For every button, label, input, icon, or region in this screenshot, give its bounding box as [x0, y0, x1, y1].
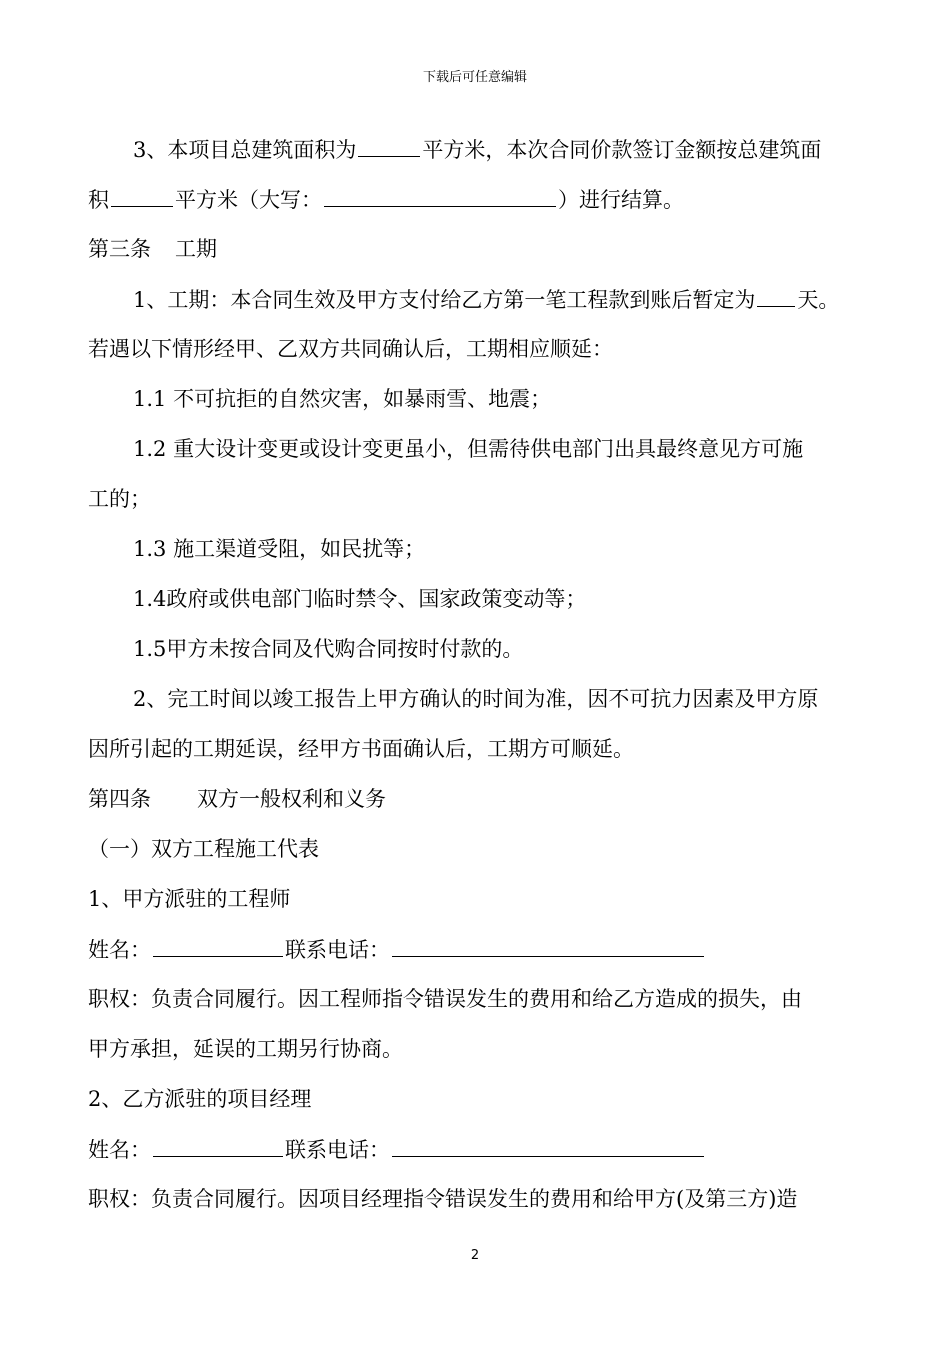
sub-item-1-1: 1.1 不可抗拒的自然灾害，如暴雨雪、地震； — [133, 387, 552, 411]
party-b-title: 2、乙方派驻的项目经理 — [88, 1087, 312, 1111]
total-area-blank[interactable] — [358, 134, 420, 157]
party-a-contact-line — [88, 934, 706, 965]
party-b-phone-blank[interactable] — [392, 1134, 704, 1157]
article-4-number: 第四条 — [88, 787, 151, 811]
article-3-heading — [88, 234, 217, 264]
party-a-name-blank[interactable] — [153, 934, 283, 957]
item-1-text-a: 1、工期：本合同生效及甲方支付给乙方第一笔工程款到账后暂定为 — [133, 288, 756, 312]
sub-item-1-2-cont: 工的； — [88, 487, 151, 511]
party-a-duty-line-2: 甲方承担，延误的工期另行协商。 — [88, 1037, 403, 1061]
party-b-contact-line — [88, 1134, 706, 1165]
party-b-name-blank[interactable] — [153, 1134, 283, 1157]
para-3-line-2 — [88, 184, 684, 215]
settlement-area-blank[interactable] — [111, 184, 173, 207]
party-a-title: 1、甲方派驻的工程师 — [88, 887, 291, 911]
article-3-title: 工期 — [175, 237, 217, 261]
party-a-name-label: 姓名： — [88, 938, 151, 962]
item-1-line-1 — [133, 284, 839, 315]
party-b-name-label: 姓名： — [88, 1138, 151, 1162]
header-note: 下载后可任意编辑 — [422, 70, 527, 85]
party-a-duty-line-1: 职权：负责合同履行。因工程师指令错误发生的费用和给乙方造成的损失，由 — [88, 987, 802, 1011]
party-b-duty-line-1: 职权：负责合同履行。因项目经理指令错误发生的费用和给甲方(及第三方)造 — [88, 1187, 798, 1211]
item-2-line-1: 2、完工时间以竣工报告上甲方确认的时间为准，因不可抗力因素及甲方原 — [133, 687, 819, 711]
item-2-line-2: 因所引起的工期延误，经甲方书面确认后，工期方可顺延。 — [88, 737, 634, 761]
party-a-phone-blank[interactable] — [392, 934, 704, 957]
area-uppercase-blank[interactable] — [324, 184, 556, 207]
para-3-text-b: 平方米，本次合同价款签订金额按总建筑面 — [422, 138, 822, 162]
para-3-text-c: 积 — [88, 188, 109, 212]
sub-item-1-2: 1.2 重大设计变更或设计变更虽小，但需待供电部门出具最终意见方可施 — [133, 437, 804, 461]
page-number: 2 — [470, 1248, 480, 1263]
duration-days-blank[interactable] — [757, 284, 795, 307]
sub-item-1-4: 1.4政府或供电部门临时禁令、国家政策变动等； — [133, 587, 587, 611]
sub-item-1-3: 1.3 施工渠道受阻，如民扰等； — [133, 537, 426, 561]
sub-item-1-5: 1.5甲方未按合同及代购合同按时付款的。 — [133, 637, 524, 661]
article-3-number: 第三条 — [88, 237, 151, 261]
para-3-text-a: 3、本项目总建筑面积为 — [133, 138, 357, 162]
para-3-text-e: ）进行结算。 — [558, 188, 684, 212]
section-1-title: （一）双方工程施工代表 — [88, 837, 319, 861]
party-b-phone-label: 联系电话： — [285, 1138, 390, 1162]
item-1-line-2: 若遇以下情形经甲、乙双方共同确认后，工期相应顺延： — [88, 337, 613, 361]
item-1-text-b: 天。 — [797, 288, 840, 312]
para-3-text-d: 平方米（大写： — [175, 188, 322, 212]
article-4-heading — [88, 784, 386, 814]
para-3-line-1 — [133, 134, 821, 165]
article-4-title: 双方一般权利和义务 — [197, 787, 386, 811]
party-a-phone-label: 联系电话： — [285, 938, 390, 962]
